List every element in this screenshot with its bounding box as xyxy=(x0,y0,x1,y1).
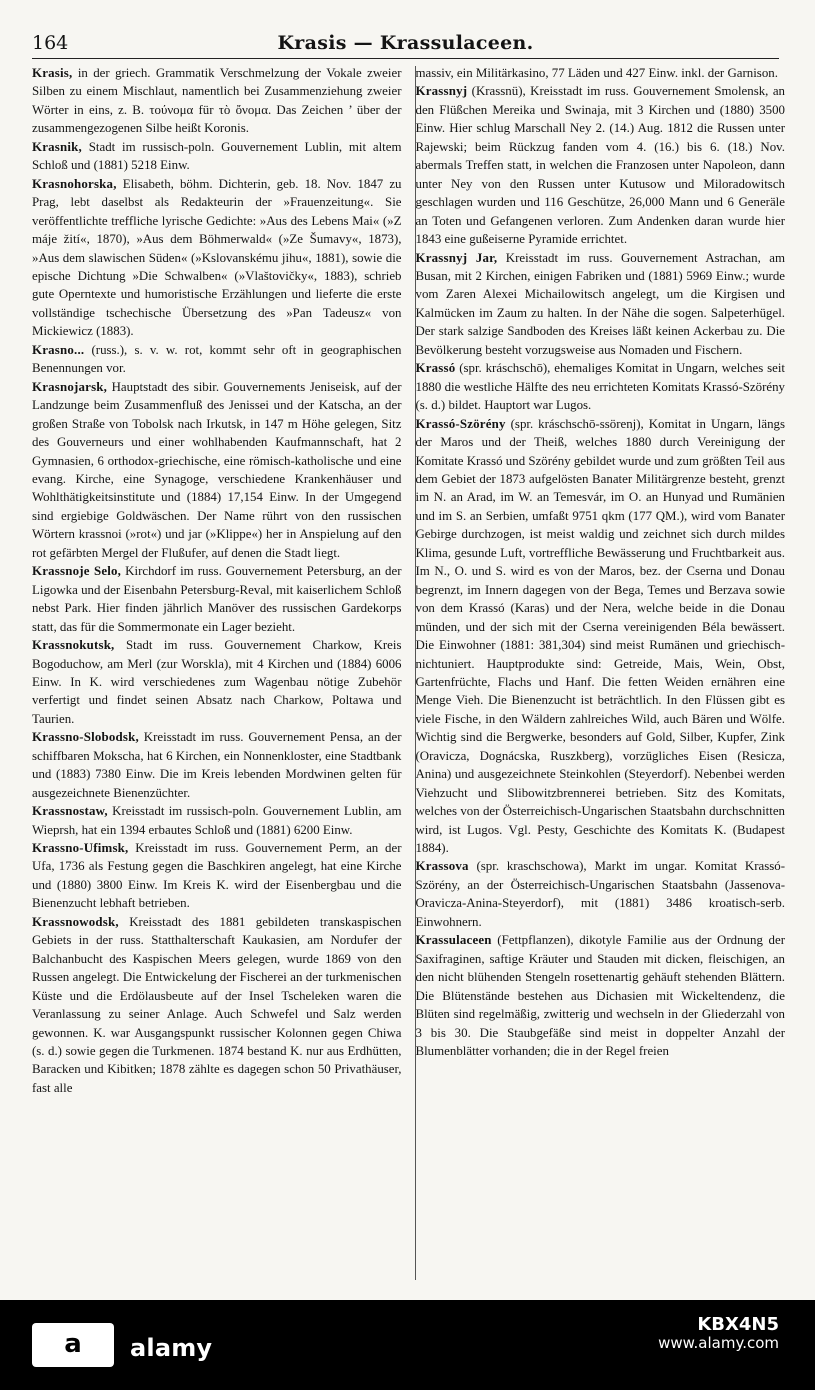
dictionary-entry xyxy=(416,82,786,248)
dictionary-entry xyxy=(416,931,786,1060)
entry-headword: Krassno-Ufimsk, xyxy=(32,841,129,856)
entry-text: in der griech. Grammatik Verschmelzung der Vokale zweier Silben zu einem Mischlaut, namentlich bei Zusammenziehung zweier Wörter in eins, z. B. τούνομα für τὸ ὄνομα. Das Zeichen ’ über der zusammengezogenen Silbe heißt Koronis. xyxy=(32,66,402,136)
alamy-logo xyxy=(32,1323,114,1367)
alamy-wordmark: alamy xyxy=(130,1334,213,1362)
image-id: KBX4N5 xyxy=(697,1314,779,1335)
dictionary-entry xyxy=(416,359,786,414)
dictionary-entry xyxy=(32,64,402,138)
dictionary-entry xyxy=(32,913,402,1098)
dictionary-entry xyxy=(32,138,402,175)
entry-text: (spr. kraschschowa), Markt im ungar. Komitat Krassó-Szörény, an der Österreichisch-Ungarischen Staatsbahn (Jassenova-Oravicza-Anina-Steyerdorf), mit (1881) 3486 kroatisch-serb. Einwohnern. xyxy=(415,859,785,929)
text-columns xyxy=(32,64,785,1286)
entry-headword: Krasnik, xyxy=(32,139,82,154)
dictionary-entry xyxy=(32,378,402,563)
entry-headword: Krassó-Szörény xyxy=(415,416,506,431)
dictionary-entry xyxy=(32,839,402,913)
left-column xyxy=(32,64,402,1286)
entry-text: (spr. kráschschō-ssörenj), Komitat in Ungarn, längs der Maros und der Theiß, welches 1880 durch Vereinigung der Komitate Krassó und Szörény gebildet wurde und zum größten Teil aus dem Gebiet der 1873 aufgelösten Banater Militärgrenze besteht, grenzt im N. an Arad, im W. an Temesvár, im O. an Hunyad und Rumänien und im S. an Serbien, umfaßt 9751 qkm (177 QM.), wird vom Banater Gebirge durchzogen, ist meist waldig und zeichnet sich durch mildes Klima, gesunde Luft, vortreffliche Bewässerung und Fruchtbarkeit aus. Im N., O. und S. wird es von der Maros, bez. der Cserna und Donau begrenzt, im Innern dagegen von der Bega, Temes und Berzava sowie von dem Krassó (Karas) und der Nera, welche beide in die Donau münden, und der sich mit der Cserna vereinigenden Béla bewässert. Die Einwohner (1881: 381,304) sind meist Rumänen und griechisch-nichtuniert. Hauptprodukte sind: Getreide, Mais, Wein, Obst, Gartenfrüchte, Flachs und Hanf. Die fetten Weiden ernähren eine Menge Vieh. Die Bienenzucht ist beträchtlich. In den Flüssen gibt es viele Fische, in den Wäldern zahlreiches Wild, auch Bären und Wölfe. Wichtig sind die Bergwerke, besonders auf Gold, Silber, Kupfer, Zink (Oravicza, Dognácska, Ruszkberg), vorzügliches Eisen (Resicza, Anina) und ausgezeichnete Steinkohlen (Steyerdorf). Nebenbei werden Viehzucht und Slibowitzbrennerei betrieben. Sitz des Komitats, welches von der Österreichisch-Ungarischen Staatsbahn durchschnitten wird, ist Lugos. Vgl. Pesty, Geschichte des Komitats K. (Budapest 1884). xyxy=(415,416,785,856)
entry-text: Stadt im russisch-poln. Gouvernement Lublin, mit altem Schloß und (1881) 5218 Einw. xyxy=(32,139,402,173)
entry-text: Kreisstadt im russ. Gouvernement Perm, an der Ufa, 1736 als Festung gegen die Baschkiren angelegt, hat eine Kirche und (1880) 3800 Einw. Im Kreis K. wird der Eisenbergbau und die Bienenzucht lebhaft betrieben. xyxy=(32,841,402,911)
entry-headword: Krassnowodsk, xyxy=(32,914,119,929)
dictionary-entry xyxy=(416,249,786,360)
entry-headword: Krassulaceen xyxy=(415,933,492,948)
dictionary-entry xyxy=(416,415,786,858)
entry-text: Kreisstadt des 1881 gebildeten transkaspischen Gebiets in der russ. Statthalterschaft Kaukasien, am Nordufer der Balchanbucht des Kaspischen Meers gelegen, wurde 1869 von den Russen angelegt. Die Entwickelung der Fischerei an der turkmenischen Küste und die Erdölausbeute auf der Insel Tscheleken waren die Veranlassung zu seiner Anlage. Auch Schwefel und Salz werden gewonnen. K. war Ausgangspunkt russischer Kolonnen gegen Chiwa (s. d.) sowie gegen die Turkmenen. 1874 bestand K. nur aus Erdhütten, Baracken und Kibitken; 1878 zählte es dagegen schon 50 Privathäuser, fast alle xyxy=(32,914,402,1095)
entry-text: (Krassnü), Kreisstadt im russ. Gouvernement Smolensk, an den Flüßchen Mereika und Swinaja, mit 3 Kirchen und (1880) 3500 Einw. Hier schlug Marschall Ney 2. (14.) Aug. 1812 die Russen unter Rajewski; beim Rückzug fanden vom 4. (16.) bis 6. (18.) Nov. abermals Treffen statt, in welchen die Franzosen unter Napoleon, dann unter Ney von den Russen unter Kutusow und Miloradowitsch geschlagen wurden und 116 Geschütze, 26,000 Mann und 6 Generäle an Toten und Gefangenen verloren. Zum Andenken daran wurde hier 1843 eine gußeiserne Pyramide errichtet. xyxy=(415,84,785,247)
entry-text: Kreisstadt im russisch-poln. Gouvernement Lublin, am Wieprsh, hat ein 1394 erbautes Schloß und (1881) 6200 Einw. xyxy=(32,804,402,837)
alamy-logo-letter: a xyxy=(64,1329,82,1359)
dictionary-entry xyxy=(32,562,402,636)
entry-text: Hauptstadt des sibir. Gouvernements Jeniseisk, auf der Landzunge beim Zusammenfluß des Jenissei und der Katscha, an der großen Straße von Tobolsk nach Irkutsk, in 147 m Höhe gelegen, Sitz des Gouverneurs und einer wohlhabenden Kaufmannschaft, hat 2 Gymnasien, 6 orthodox-griechische, eine römisch-katholische und eine evang. Kirche, eine Synagoge, verschiedene Krankenhäuser und Wohlthätigkeitsinstitute und (1884) 17,154 Einw. In der Umgegend sind ergiebige Goldwäschen. Der Name rührt von den russischen Wörtern krassnoi (»rot«) und jar (»Klippe«) her in Anspielung auf den rot gefärbten Mergel der Flußufer, auf denen die Stadt liegt. xyxy=(32,379,402,560)
running-title: Krasis — Krassulaceen. xyxy=(277,32,534,54)
entry-text: (Fettpflanzen), dikotyle Familie aus der Ordnung der Saxifraginen, saftige Kräuter und Stauden mit dicken, fleischigen, an den nicht blühenden Stengeln rosettenartig gehäuft stehenden Blättern. Die Blütenstände bestehen aus Dichasien mit Wickeltendenz, die Blüten sind regelmäßig, zwitterig und wechseln in der Gliederzahl von 3 bis 30. Die Staubgefäße sind meist in doppelter Anzahl der Blumenblätter vorhanden; die in der Regel freien xyxy=(415,933,785,1059)
entry-headword: Krassnokutsk, xyxy=(32,638,115,653)
site-url: www.alamy.com xyxy=(658,1334,779,1352)
entry-text: Kirchdorf im russ. Gouvernement Petersburg, an der Ligowka und der Eisenbahn Petersburg-Reval, mit kaiserlichem Schloß nebst Park. Hier finden jährlich Manöver des russischen Gardekorps statt, das für die Sommermonate ein Lager bezieht. xyxy=(32,564,402,634)
entry-headword: Krassnyj Jar, xyxy=(415,250,498,265)
entry-headword: Krasis, xyxy=(32,66,73,80)
entry-headword: Krassnostaw, xyxy=(32,804,108,819)
entry-text: (spr. kráschschō), ehemaliges Komitat in Ungarn, welches seit 1880 die westliche Hälfte des neu errichteten Komitats Krassó-Szörény (s. d.) bildet. Hauptort war Lugos. xyxy=(415,361,785,413)
entry-text: Kreisstadt im russ. Gouvernement Pensa, an der schiffbaren Mokscha, hat 6 Kirchen, ein Nonnenkloster, eine Stadtbank und (1883) 7380 Einw. Die im Kreis lebenden Mordwinen gelten für ausgezeichnete Bienenzüchter. xyxy=(32,730,402,800)
dictionary-entry xyxy=(32,728,402,802)
right-column xyxy=(416,64,786,1286)
entry-text: massiv, ein Militärkasino, 77 Läden und 427 Einw. inkl. der Garnison. xyxy=(415,66,778,80)
entry-headword: Krassnyj xyxy=(415,84,468,99)
dictionary-entry xyxy=(32,802,402,839)
image-id-block xyxy=(658,1316,779,1352)
entry-headword: Krassnoje Selo, xyxy=(32,564,122,579)
entry-text: (russ.), s. v. w. rot, kommt sehr oft in geographischen Benennungen vor. xyxy=(32,342,402,376)
entry-text: Kreisstadt im russ. Gouvernement Astrachan, am Busan, mit 2 Kirchen, einigen Fabriken und (1881) 5969 Einw.; wurde vom Zaren Alexei Michailowitsch angelegt, um die Kirgisen und Kalmücken im Zaum zu halten. In der Nähe die sogen. Salpeterhügel. Der stark salzige Sandboden des Kreises läßt keinen Ackerbau zu. Die Bevölkerung besteht vorzugsweise aus Nomaden und Fischern. xyxy=(415,250,785,357)
entry-headword: Krassno-Slobodsk, xyxy=(32,730,139,745)
entry-headword: Krasnohorska, xyxy=(32,176,117,191)
dictionary-entry xyxy=(416,64,786,82)
page-header xyxy=(32,30,779,59)
entry-headword: Krasnojarsk, xyxy=(32,379,108,394)
dictionary-entry xyxy=(32,341,402,378)
entry-headword: Krasno... xyxy=(32,342,85,357)
dictionary-entry xyxy=(416,857,786,931)
page-number: 164 xyxy=(32,32,69,54)
dictionary-entry xyxy=(32,636,402,728)
dictionary-entry xyxy=(32,175,402,341)
entry-text: Stadt im russ. Gouvernement Charkow, Kreis Bogoduchow, am Merl (zur Worskla), mit 4 Kirchen und (1884) 6006 Einw. In K. wird verschiedenes zum Wagenbau nötige Zubehör verfertigt und findet seinen Absatz nach Charkow, Poltawa und Taurien. xyxy=(32,638,402,726)
entry-text: Elisabeth, böhm. Dichterin, geb. 18. Nov. 1847 zu Prag, lebt daselbst als Redakteurin der »Frauenzeitung«. Sie veröffentlichte treffliche lyrische Gedichte: »Aus des Lebens Mai« (»Z máje žití«, 1870), »Aus dem Böhmerwald« (»Ze Šumavy«, 1873), »Aus dem slawischen Süden« (»Kslovanskému jihu«, 1881), sowie die epische Dichtung »Die Schwalben« (»Vlaštovičky«, 1883), schrieb gute Operntexte und humoristische Erzählungen und lieferte die erste vollständige tschechische Übersetzung des »Pan Tadeusz« von Mickiewicz (1883). xyxy=(32,176,402,339)
entry-headword: Krassó xyxy=(415,361,456,376)
entry-headword: Krassova xyxy=(415,859,469,874)
